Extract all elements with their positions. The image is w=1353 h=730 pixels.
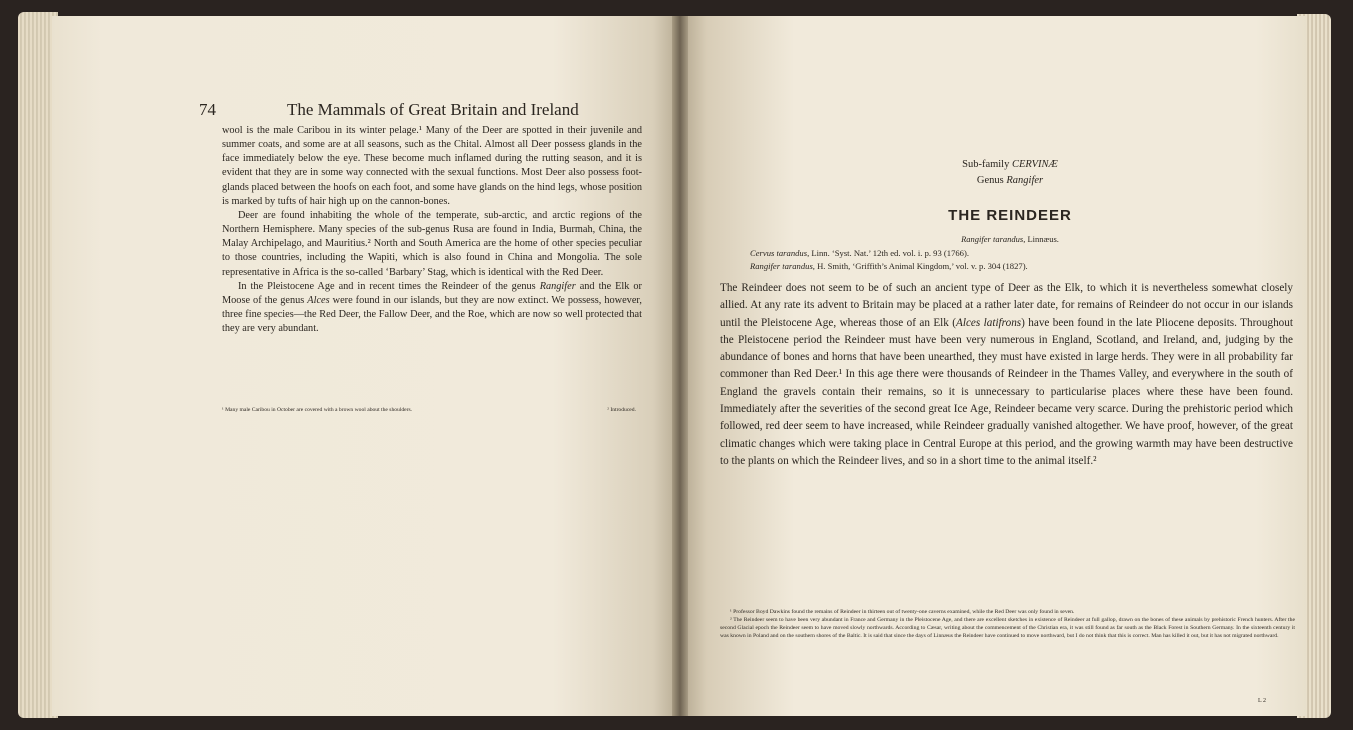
genus-name: Rangifer — [1006, 175, 1044, 186]
running-head — [199, 98, 679, 122]
paragraph — [720, 280, 1293, 470]
paragraph: Deer are found inhabiting the whole of the temperate, sub-arctic, and arctic regions of the Northern Hemisphere. Many species of the sub-genus Rusa are found in India, Burmah, China, the Malay Archipelago, and Mauritius.² North and South America are the home of other species peculiar to those countries, including the Wapiti, which is also found in China and Mongolia. The sole representative in Africa is the so-called ‘Barbary’ Stag, which is identical with the Red Deer. — [222, 209, 642, 278]
footnote: ² Introduced. — [607, 407, 636, 413]
species-alces-latifrons: Alces latifrons — [956, 316, 1022, 329]
genus-alces: Alces — [307, 294, 330, 306]
genus-label: Genus — [976, 175, 1004, 186]
signature-mark: L 2 — [1258, 698, 1266, 704]
subfamily-name: CERVINÆ — [1011, 159, 1058, 170]
synonym-name: Rangifer tarandus — [750, 261, 813, 271]
synonym-ref: , H. Smith, ‘Griffith’s Animal Kingdom,’ vol. v. p. 304 (1827). — [812, 261, 1028, 271]
footnote: ¹ Professor Boyd Dawkins found the remains of Reindeer in thirteen out of twenty-one caverns examined, while the Red Deer was only found in seven. — [730, 609, 1075, 615]
text-run: were found in our islands, but they are now extinct. We possess, however, three fine species—the Red Deer, the Fallow Deer, and the Roe, which are now so well protected that they are very abundant. — [222, 294, 642, 335]
synonym-line — [750, 247, 1290, 260]
synonym-line — [750, 260, 1290, 273]
left-body-text — [222, 124, 642, 336]
synonym-ref: , Linn. ‘Syst. Nat.’ 12th ed. vol. i. p. 93 (1766). — [807, 248, 969, 258]
text-run: In the Pleistocene Age and in recent times the Reindeer of the genus — [238, 280, 540, 292]
subfamily-heading — [720, 157, 1300, 173]
synonym-name: Cervus tarandus — [750, 248, 808, 258]
right-body-text — [720, 280, 1293, 470]
species-name: Rangifer tarandus — [961, 234, 1024, 244]
chapter-header — [720, 157, 1300, 245]
right-footnotes — [720, 608, 1295, 640]
text-run: The Reindeer does not seem to be of such an ancient type of Deer as the Elk, to which it is nevertheless somewhat closely allied. At any rate its advent to Britain may be placed at a rather later date, for remains of Reindeer do not occur in our islands until the Pleistocene Age, whereas those of an Elk ( — [720, 282, 1293, 329]
subfamily-label: Sub-family — [962, 159, 1010, 170]
running-title: The Mammals of Great Britain and Ireland — [287, 100, 579, 119]
genus-heading — [720, 173, 1300, 189]
page-number: 74 — [199, 100, 216, 119]
species-authority: , Linnæus. — [1023, 234, 1059, 244]
left-footnotes — [222, 406, 642, 414]
paragraph — [222, 280, 642, 337]
text-run: ) have been found in the late Pliocene deposits. Throughout the Pleistocene period the Reindeer must have been very numerous in England, Scotland, and Ireland, and, judging by the abundance of bones and horns that have been unearthed, they must have existed in large herds. They were in all probability far commoner than Red Deer.¹ In this age there were thousands of Reindeer in the Thames Valley, and everywhere in the south of England the gravels contain their remains, so it is unnecessary to particularise places where these have been found. Immediately after the severities of the second great Ice Age, Reindeer became very scarce. During the prehistoric period which followed, red deer seem to have increased, while Reindeer gradually vanished altogether. We have proof, however, of the great climatic changes which were taking place in Central Europe at this period, and the growing warmth may have been destructive to the plants on which the Reindeer lives, and so in a short time to the animal itself.² — [720, 316, 1293, 467]
text-run: and the Elk or Moose of the genus — [222, 280, 642, 306]
footnote: ² The Reindeer seem to have been very abundant in France and Germany in the Pleistocene Age, and there are excellent sketches in existence of Reindeer at full gallop, drawn on the bones of these animals by prehistoric French hunters. After the second Glacial epoch the Reindeer seem to have moved slowly northwards. According to Cæsar, writing about the commencement of the Christian era, it was still found as far south as the Black Forest in Southern Germany. In the sixteenth century it was known in Poland and on the southern shores of the Baltic. It is said that since the days of Linnæus the Reindeer have continued to move northward, but I do not think that this is correct. Man has killed it out, but it has not migrated northward. — [720, 617, 1295, 639]
species-line — [720, 233, 1300, 245]
footnote: ¹ Many male Caribou in October are covered with a brown wool about the shoulders. — [222, 407, 413, 413]
synonymy — [750, 247, 1290, 273]
genus-rangifer: Rangifer — [539, 280, 576, 292]
page-title: THE REINDEER — [948, 207, 1072, 224]
paragraph: wool is the male Caribou in its winter pelage.¹ Many of the Deer are spotted in their juvenile and summer coats, and some are at all seasons, such as the Chital. Almost all Deer possess glands in the face immediately below the eye. These become much inflamed during the rutting season, and it is evident that they are in some way connected with the sexual functions. Most Deer also possess foot-glands placed between the hoofs on each foot, and some have glands on the hind legs, whose position is marked by tufts of hair high up on the cannon-bones. — [222, 125, 642, 207]
